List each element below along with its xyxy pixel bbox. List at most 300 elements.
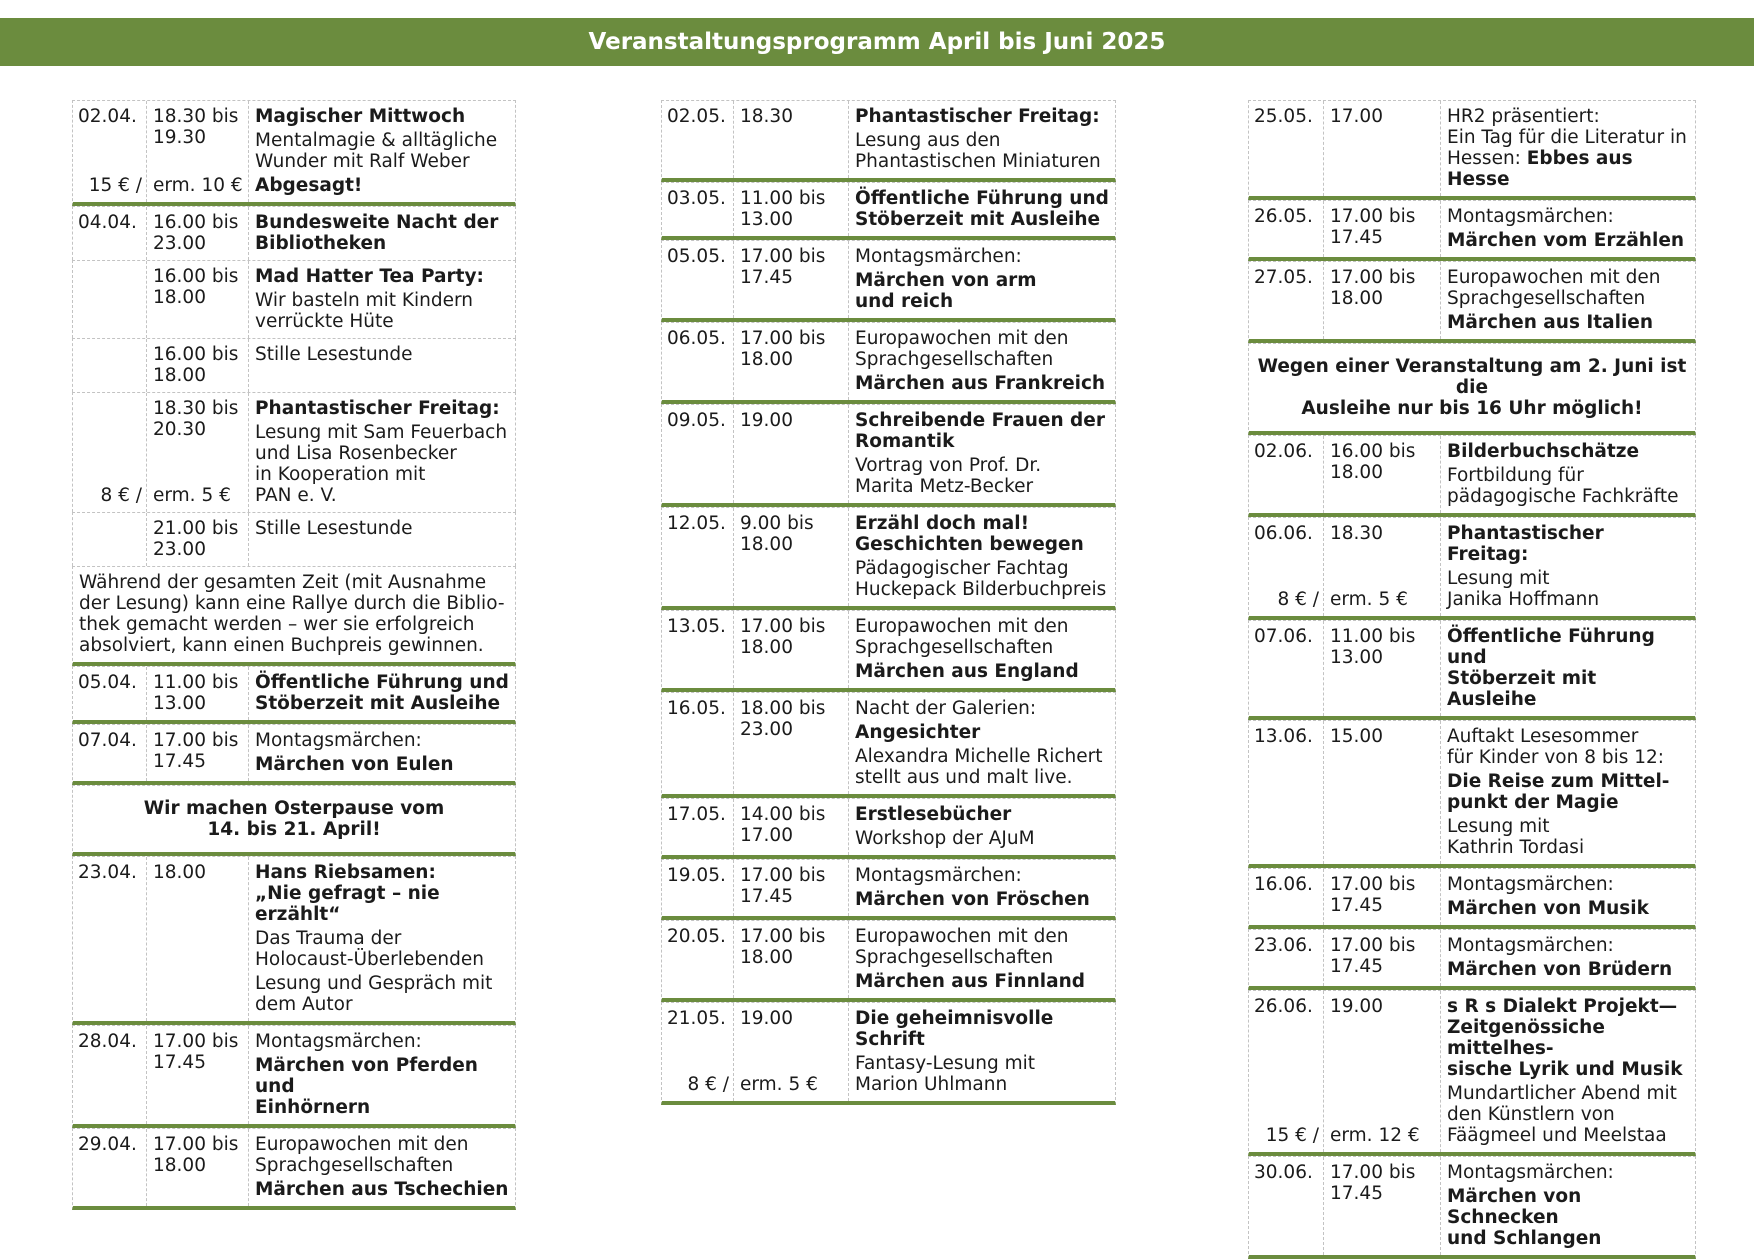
event-time: 18.00 — [153, 862, 206, 883]
event-description-cell — [249, 725, 515, 781]
event-date-cell — [73, 207, 147, 260]
event-time-cell — [1324, 101, 1441, 196]
event-highlight: Ebbes aus Hesse — [1447, 148, 1633, 190]
column-june — [1248, 100, 1696, 1259]
spacer — [153, 148, 248, 175]
event-description-cell — [849, 405, 1115, 503]
event-time: 17.00 bis 17.45 — [1330, 206, 1416, 248]
event-description — [255, 928, 509, 970]
event-description-cell — [1441, 721, 1695, 864]
event-description — [255, 730, 509, 751]
event-time: 15.00 — [1330, 726, 1383, 747]
event-description-text: Stille Lesestunde — [255, 518, 413, 539]
event-description-text: Mundartlicher Abend mit den Künstlern von Fäägmeel und Meelstaa — [1447, 1083, 1677, 1146]
event-date-cell — [662, 508, 734, 606]
event-time-cell — [147, 261, 249, 338]
event-date-cell — [662, 101, 734, 178]
event-title: Öffentliche Führung und Stöberzeit mit Ausleihe — [255, 672, 509, 714]
event-time: 16.00 bis 23.00 — [153, 212, 239, 254]
event-entry — [661, 920, 1116, 1002]
event-time-cell — [147, 667, 249, 720]
event-description-cell — [249, 207, 515, 260]
event-time-cell — [1324, 721, 1441, 864]
event-entry — [661, 798, 1116, 859]
event-time: 11.00 bis 13.00 — [1330, 626, 1416, 668]
event-price-reduced: erm. 10 € — [153, 175, 243, 196]
event-description — [855, 328, 1109, 370]
event-time: 11.00 bis 13.00 — [740, 188, 826, 230]
event-description-cell — [249, 513, 515, 566]
event-entry — [1248, 929, 1696, 990]
event-highlight: Abgesagt! — [255, 175, 363, 196]
event-time-cell — [147, 513, 249, 566]
event-time: 18.30 — [1330, 523, 1383, 544]
event-description-cell — [849, 611, 1115, 688]
event-price: 8 € / — [1277, 589, 1319, 610]
event-time-cell — [147, 207, 249, 260]
event-date-cell — [1249, 621, 1324, 716]
spacer — [78, 398, 146, 485]
event-highlight: Märchen von Musik — [1447, 898, 1649, 919]
event-description-extra: Lesung mit Kathrin Tordasi — [1447, 816, 1585, 858]
event-entry — [1248, 200, 1696, 261]
event-price: 15 € / — [88, 175, 142, 196]
event-description-text: Europawochen mit den Sprachgesellschaften — [1447, 267, 1661, 309]
event-description-cell — [849, 860, 1115, 916]
event-highlight: Märchen von Brüdern — [1447, 959, 1673, 980]
event-title: Bilderbuchschätze — [1447, 441, 1640, 462]
spacer — [153, 440, 248, 485]
event-date-cell — [662, 611, 734, 688]
event-date-cell — [1249, 518, 1324, 616]
event-description — [855, 828, 1109, 849]
event-time: 19.00 — [740, 410, 793, 431]
event-entry — [661, 240, 1116, 322]
event-entry — [72, 260, 516, 338]
event-description — [1447, 267, 1689, 309]
spacer — [1254, 544, 1323, 589]
event-description — [1447, 935, 1689, 956]
event-highlight: Märchen aus Finnland — [855, 971, 1085, 992]
event-date-cell — [662, 1003, 734, 1101]
event-highlight: Märchen von Fröschen — [855, 889, 1090, 910]
event-time-cell — [1324, 201, 1441, 257]
event-date: 16.06. — [1254, 874, 1313, 895]
event-date-cell — [1249, 930, 1324, 986]
event-description-text: Montagsmärchen: — [855, 246, 1022, 267]
event-description-cell — [849, 241, 1115, 318]
event-entry — [1248, 720, 1696, 868]
event-date-cell — [1249, 1157, 1324, 1255]
event-description — [855, 455, 1109, 497]
event-entry — [1248, 435, 1696, 517]
event-title: Erzähl doch mal! Geschichten bewegen — [855, 513, 1084, 555]
event-entry — [72, 666, 516, 724]
spacer — [1330, 544, 1440, 589]
event-date-cell — [662, 323, 734, 400]
event-highlight: Märchen von Pferden und Einhörnern — [255, 1055, 478, 1118]
event-time: 17.00 bis 18.00 — [740, 328, 826, 370]
event-date: 30.06. — [1254, 1162, 1313, 1183]
event-entry — [1248, 990, 1696, 1156]
event-description-text: Europawochen mit den Sprachgesellschaften — [855, 926, 1069, 968]
event-description — [255, 1031, 509, 1052]
event-time-cell — [734, 611, 849, 688]
column-april — [72, 100, 516, 1210]
event-date: 26.05. — [1254, 206, 1313, 227]
event-time: 17.00 bis 18.00 — [153, 1134, 239, 1176]
event-title: Phantastischer Freitag: — [255, 398, 500, 419]
event-description-cell — [1441, 262, 1695, 339]
event-date-cell — [1249, 436, 1324, 513]
event-date: 17.05. — [667, 804, 726, 825]
event-entry — [72, 1128, 516, 1210]
event-description-text: Fortbildung für pädagogische Fachkräfte — [1447, 465, 1679, 507]
event-description-text: Montagsmärchen: — [255, 1031, 422, 1052]
event-time-cell — [1324, 518, 1441, 616]
event-description — [1447, 206, 1689, 227]
event-date-cell — [662, 693, 734, 794]
event-time: 17.00 bis 17.45 — [1330, 1162, 1416, 1204]
event-description — [1447, 874, 1689, 895]
event-time-cell — [147, 339, 249, 392]
event-time-cell — [147, 101, 249, 202]
event-date-cell — [73, 725, 147, 781]
event-title: Phantastischer Freitag: — [1447, 523, 1604, 565]
event-entry — [661, 610, 1116, 692]
event-description-text: Lesung aus den Phantastischen Miniaturen — [855, 130, 1101, 172]
event-price-reduced: erm. 5 € — [1330, 589, 1408, 610]
event-description — [855, 926, 1109, 968]
event-price: 8 € / — [100, 485, 142, 506]
event-description-cell — [849, 323, 1115, 400]
event-time: 18.30 — [740, 106, 793, 127]
event-description-cell — [1441, 930, 1695, 986]
event-date: 02.04. — [78, 106, 137, 127]
event-time: 17.00 bis 18.00 — [740, 616, 826, 658]
event-date: 09.05. — [667, 410, 726, 431]
event-date-cell — [73, 667, 147, 720]
event-date: 02.05. — [667, 106, 726, 127]
event-entry — [72, 856, 516, 1025]
event-time: 16.00 bis 18.00 — [153, 266, 239, 308]
event-title: Schreibende Frauen der Romantik — [855, 410, 1105, 452]
event-price-reduced: erm. 12 € — [1330, 1125, 1420, 1146]
event-description-text: HR2 präsentiert: Ein Tag für die Literatur in Hessen: — [1447, 106, 1687, 169]
event-time-cell — [734, 860, 849, 916]
event-description-text: Wir basteln mit Kindern verrückte Hüte — [255, 290, 474, 332]
event-title: Öffentliche Führung und Stöberzeit mit Ausleihe — [855, 188, 1109, 230]
event-date-cell — [1249, 721, 1324, 864]
event-time-cell — [1324, 869, 1441, 925]
event-description-text: Europawochen mit den Sprachgesellschaften — [855, 616, 1069, 658]
event-description-cell — [1441, 869, 1695, 925]
event-date-cell — [662, 799, 734, 855]
event-highlight: Märchen aus Italien — [1447, 312, 1654, 333]
event-entry — [661, 100, 1116, 182]
page-title-banner — [0, 18, 1754, 66]
event-title: Magischer Mittwoch — [255, 106, 466, 127]
event-time: 17.00 bis 18.00 — [740, 926, 826, 968]
page-title: Veranstaltungsprogramm April bis Juni 2025 — [588, 29, 1166, 55]
event-date: 06.05. — [667, 328, 726, 349]
event-description-cell — [249, 1026, 515, 1124]
event-date-cell — [662, 183, 734, 236]
event-price: 8 € / — [687, 1074, 729, 1095]
event-time: 17.00 bis 17.45 — [153, 1031, 239, 1073]
notice-banner: Wir machen Osterpause vom 14. bis 21. April! — [72, 785, 516, 856]
spacer — [1254, 1017, 1323, 1125]
event-time-cell — [734, 241, 849, 318]
event-time-cell — [734, 405, 849, 503]
event-description — [1447, 1162, 1689, 1183]
event-date-cell — [73, 857, 147, 1021]
event-time-cell — [147, 1129, 249, 1206]
event-description — [855, 246, 1109, 267]
event-time-cell — [1324, 436, 1441, 513]
event-time: 21.00 bis 23.00 — [153, 518, 239, 560]
event-time: 18.30 bis 20.30 — [153, 398, 239, 440]
event-date-cell — [73, 513, 147, 566]
event-description — [855, 558, 1109, 600]
event-date: 21.05. — [667, 1008, 726, 1029]
event-description-cell — [849, 693, 1115, 794]
event-description-text: Vortrag von Prof. Dr. Marita Metz-Becker — [855, 455, 1042, 497]
event-description-cell — [849, 799, 1115, 855]
event-description-cell — [849, 183, 1115, 236]
event-description-cell — [1441, 436, 1695, 513]
event-entry — [1248, 261, 1696, 343]
event-time: 17.00 bis 17.45 — [153, 730, 239, 772]
event-date: 12.05. — [667, 513, 726, 534]
event-entry — [661, 692, 1116, 798]
event-description-cell — [849, 101, 1115, 178]
event-entry — [1248, 868, 1696, 929]
event-date-cell — [1249, 262, 1324, 339]
event-description — [855, 698, 1109, 719]
event-description-text: Europawochen mit den Sprachgesellschaften — [855, 328, 1069, 370]
event-date: 23.04. — [78, 862, 137, 883]
event-time-cell — [147, 725, 249, 781]
event-time-cell — [734, 323, 849, 400]
event-date: 07.04. — [78, 730, 137, 751]
event-description-text: Mentalmagie & alltägliche Wunder mit Ralf Weber — [255, 130, 498, 172]
event-date: 25.05. — [1254, 106, 1313, 127]
event-title: Erstlesebücher — [855, 804, 1012, 825]
event-description — [855, 130, 1109, 172]
event-description-text: Fantasy-Lesung mit Marion Uhlmann — [855, 1053, 1036, 1095]
event-time: 17.00 bis 17.45 — [1330, 874, 1416, 916]
event-description-text: Montagsmärchen: — [1447, 935, 1614, 956]
event-description-text: Montagsmärchen: — [1447, 206, 1614, 227]
event-description — [855, 616, 1109, 658]
event-highlight: Märchen aus England — [855, 661, 1079, 682]
event-entry — [72, 338, 516, 392]
event-description — [1447, 568, 1689, 610]
event-date-cell — [662, 860, 734, 916]
event-description-cell — [849, 508, 1115, 606]
event-date-cell — [1249, 991, 1324, 1152]
event-time-cell — [734, 508, 849, 606]
event-entry — [72, 512, 516, 566]
event-description-text: Lesung mit Sam Feuerbach und Lisa Rosenbecker in Kooperation mit PAN e. V. — [255, 422, 508, 506]
event-time: 16.00 bis 18.00 — [1330, 441, 1416, 483]
event-description — [1447, 465, 1689, 507]
event-time-cell — [1324, 991, 1441, 1152]
event-time: 17.00 bis 17.45 — [740, 246, 826, 288]
event-entry — [1248, 1156, 1696, 1259]
event-entry — [661, 182, 1116, 240]
spacer — [78, 127, 146, 175]
event-description-cell — [249, 1129, 515, 1206]
event-time: 17.00 — [1330, 106, 1383, 127]
event-entry — [661, 404, 1116, 507]
event-time-cell — [1324, 262, 1441, 339]
event-time: 18.30 bis 19.30 — [153, 106, 239, 148]
event-description — [255, 518, 509, 539]
event-date-cell — [1249, 101, 1324, 196]
event-title: Mad Hatter Tea Party: — [255, 266, 484, 287]
event-date: 16.05. — [667, 698, 726, 719]
event-date: 05.04. — [78, 672, 137, 693]
event-description-cell — [1441, 991, 1695, 1152]
event-description-text: Das Trauma der Holocaust-Überlebenden — [255, 928, 484, 970]
event-date: 28.04. — [78, 1031, 137, 1052]
event-description-cell — [249, 101, 515, 202]
event-description-cell — [249, 261, 515, 338]
event-entry — [72, 1025, 516, 1128]
event-time: 9.00 bis 18.00 — [740, 513, 814, 555]
event-description-cell — [1441, 1157, 1695, 1255]
event-description-cell — [249, 393, 515, 512]
event-description-text: Lesung mit Janika Hoffmann — [1447, 568, 1600, 610]
rallye-note: Während der gesamten Zeit (mit Ausnahme der Lesung) kann eine Rallye durch die Biblio- thek gemacht werden – wer sie erfolgreich absolviert, kann einen Buchpreis gewinnen. — [72, 566, 516, 666]
event-entry — [1248, 517, 1696, 620]
event-title: Hans Riebsamen: „Nie gefragt – nie erzählt“ — [255, 862, 440, 925]
event-title: Öffentliche Führung und Stöberzeit mit Ausleihe — [1447, 626, 1655, 710]
event-entry — [661, 859, 1116, 920]
event-entry — [72, 100, 516, 206]
event-date: 06.06. — [1254, 523, 1313, 544]
column-may — [661, 100, 1116, 1105]
spacer — [1330, 1017, 1440, 1125]
event-entry — [1248, 100, 1696, 200]
event-highlight: Märchen aus Tschechien — [255, 1179, 509, 1200]
event-description — [1447, 106, 1689, 190]
notice-banner: Wegen einer Veranstaltung am 2. Juni ist die Ausleihe nur bis 16 Uhr möglich! — [1248, 343, 1696, 435]
event-description-extra: Alexandra Michelle Richert stellt aus und malt live. — [855, 746, 1103, 788]
event-description — [855, 865, 1109, 886]
event-description-cell — [249, 339, 515, 392]
event-title: Bundesweite Nacht der Bibliotheken — [255, 212, 499, 254]
event-description — [255, 290, 509, 332]
event-description-text: Montagsmärchen: — [855, 865, 1022, 886]
event-date-cell — [662, 405, 734, 503]
event-entry — [72, 392, 516, 512]
event-description-text: Montagsmärchen: — [255, 730, 422, 751]
event-title: Phantastischer Freitag: — [855, 106, 1100, 127]
event-date: 26.06. — [1254, 996, 1313, 1017]
event-date: 13.06. — [1254, 726, 1313, 747]
event-description — [255, 130, 509, 172]
event-description-extra: Lesung und Gespräch mit dem Autor — [255, 973, 493, 1015]
event-time: 11.00 bis 13.00 — [153, 672, 239, 714]
event-description-cell — [1441, 518, 1695, 616]
event-description-text: Workshop der AJuM — [855, 828, 1035, 849]
event-highlight: Märchen von arm und reich — [855, 270, 1037, 312]
event-time-cell — [147, 1026, 249, 1124]
event-time-cell — [734, 101, 849, 178]
event-description — [255, 1134, 509, 1176]
event-description-text: Nacht der Galerien: — [855, 698, 1037, 719]
event-description-text: Europawochen mit den Sprachgesellschaften — [255, 1134, 469, 1176]
event-price: 15 € / — [1265, 1125, 1319, 1146]
event-date: 05.05. — [667, 246, 726, 267]
event-description-cell — [849, 1003, 1115, 1101]
event-description-text: Montagsmärchen: — [1447, 874, 1614, 895]
event-description-cell — [249, 667, 515, 720]
event-description-cell — [1441, 621, 1695, 716]
event-highlight: Märchen von Schnecken und Schlangen — [1447, 1186, 1602, 1249]
event-time: 19.00 — [740, 1008, 793, 1029]
event-description — [1447, 1083, 1689, 1146]
event-time: 19.00 — [1330, 996, 1383, 1017]
event-title: s R s Dialekt Projekt— Zeitgenössiche mittelhes- sische Lyrik und Musik — [1447, 996, 1683, 1080]
event-time-cell — [1324, 1157, 1441, 1255]
event-highlight: Angesichter — [855, 722, 981, 743]
event-date-cell — [73, 101, 147, 202]
event-description-text: Stille Lesestunde — [255, 344, 413, 365]
event-time-cell — [1324, 930, 1441, 986]
event-date-cell — [1249, 201, 1324, 257]
event-time-cell — [147, 857, 249, 1021]
event-time: 14.00 bis 17.00 — [740, 804, 826, 846]
event-date-cell — [73, 261, 147, 338]
spacer — [667, 1029, 733, 1074]
event-time-cell — [147, 393, 249, 512]
event-description-text: Auftakt Lesesommer für Kinder von 8 bis 12: — [1447, 726, 1665, 768]
event-highlight: Die Reise zum Mittel- punkt der Magie — [1447, 771, 1670, 813]
event-time: 17.00 bis 17.45 — [1330, 935, 1416, 977]
event-date: 19.05. — [667, 865, 726, 886]
event-date: 02.06. — [1254, 441, 1313, 462]
event-date-cell — [662, 241, 734, 318]
event-time: 18.00 bis 23.00 — [740, 698, 826, 740]
event-date: 29.04. — [78, 1134, 137, 1155]
event-date: 13.05. — [667, 616, 726, 637]
event-description-cell — [1441, 201, 1695, 257]
event-description-cell — [849, 921, 1115, 998]
event-time: 16.00 bis 18.00 — [153, 344, 239, 386]
event-highlight: Märchen aus Frankreich — [855, 373, 1106, 394]
event-date-cell — [73, 1026, 147, 1124]
event-date: 20.05. — [667, 926, 726, 947]
event-time-cell — [734, 183, 849, 236]
event-date-cell — [73, 1129, 147, 1206]
spacer — [740, 1029, 848, 1074]
event-date-cell — [1249, 869, 1324, 925]
event-entry — [72, 206, 516, 260]
event-date: 07.06. — [1254, 626, 1313, 647]
event-entry — [661, 1002, 1116, 1105]
event-time-cell — [734, 693, 849, 794]
event-title: Die geheimnisvolle Schrift — [855, 1008, 1054, 1050]
event-date: 23.06. — [1254, 935, 1313, 956]
event-time-cell — [734, 921, 849, 998]
event-highlight: Märchen von Eulen — [255, 754, 454, 775]
event-date-cell — [73, 339, 147, 392]
event-price-reduced: erm. 5 € — [740, 1074, 818, 1095]
